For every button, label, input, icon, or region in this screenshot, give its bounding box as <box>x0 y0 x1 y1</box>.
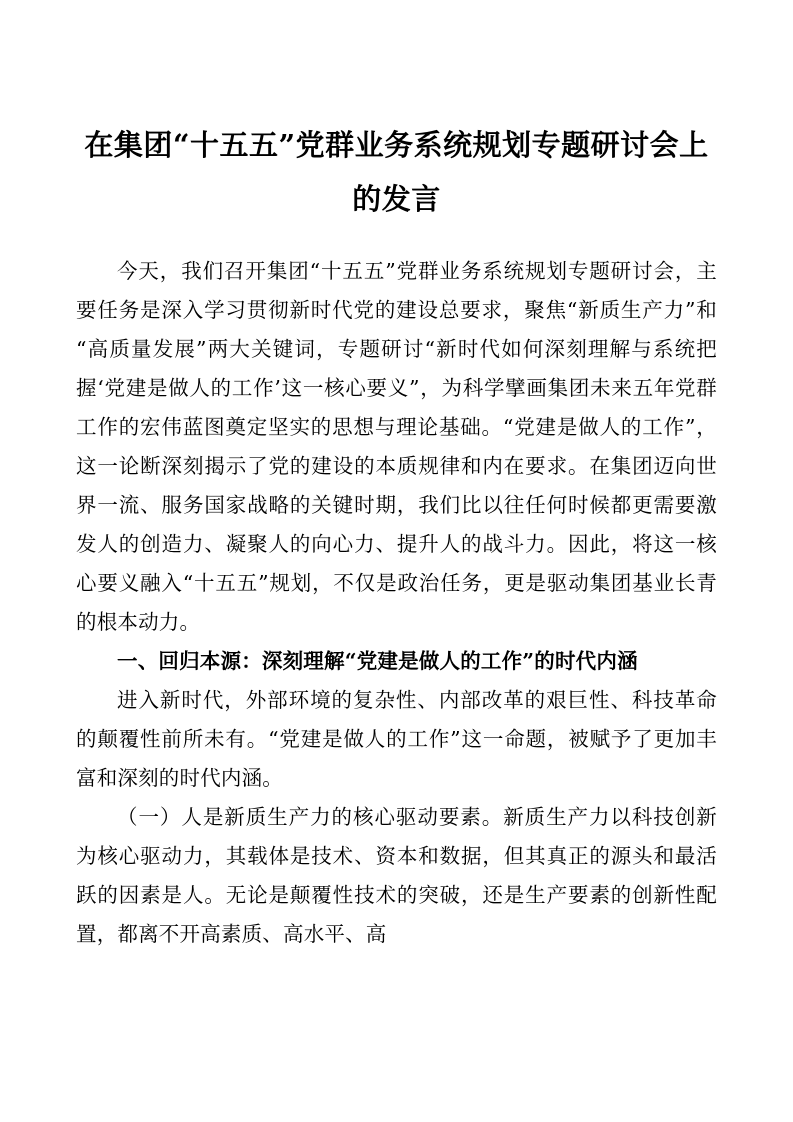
section-heading-one: 一、回归本源：深刻理解“党建是做人的工作”的时代内涵 <box>117 649 638 673</box>
paragraph-subsection-one: （一）人是新质生产力的核心驱动要素。新质生产力以科技创新为核心驱动力，其载体是技术、资本和数据，但其真正的源头和最活跃的因素是人。无论是颠覆性技术的突破，还是生产要素的创新性配置，都离不开高素质、高水平、高 <box>76 805 717 946</box>
paragraph-section-one-intro: 进入新时代，外部环境的复杂性、内部改革的艰巨性、科技革命的颠覆性前所未有。“党建是做人的工作”这一命题，被赋予了更加丰富和深刻的时代内涵。 <box>76 688 717 790</box>
paragraph-intro: 今天，我们召开集团“十五五”党群业务系统规划专题研讨会，主要任务是深入学习贯彻新时代党的建设总要求，聚焦“新质生产力”和“高质量发展”两大关键词，专题研讨“新时代如何深刻理解与系统把握‘党建是做人的工作’这一核心要义”，为科学擘画集团未来五年党群工作的宏伟蓝图奠定坚实的思想与理论基础。“党建是做人的工作”，这一论断深刻揭示了党的建设的本质规律和内在要求。在集团迈向世界一流、服务国家战略的关键时期，我们比以往任何时候都更需要激发人的创造力、凝聚人的向心力、提升人的战斗力。因此，将这一核心要义融入“十五五”规划，不仅是政治任务，更是驱动集团基业长青的根本动力。 <box>76 259 717 634</box>
document-title: 在集团“十五五”党群业务系统规划专题研讨会上的发言 <box>84 128 709 216</box>
